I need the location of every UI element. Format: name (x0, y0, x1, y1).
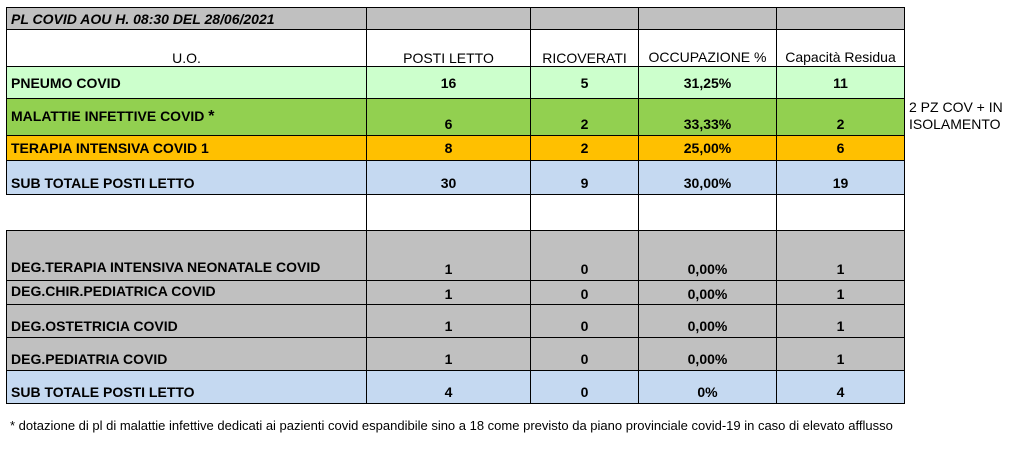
table-title: PL COVID AOU H. 08:30 DEL 28/06/2021 (7, 8, 367, 30)
subtotal-ricoverati: 9 (531, 161, 639, 195)
row-posti: 1 (367, 305, 531, 338)
row-occupazione: 0,00% (639, 338, 777, 371)
table-row (7, 99, 905, 136)
subtotal-row (7, 371, 905, 404)
row-ricoverati: 2 (531, 136, 639, 161)
row-posti: 16 (367, 67, 531, 99)
header-capacita: Capacità Residua (777, 30, 905, 67)
table-row (7, 231, 905, 281)
table-row (7, 305, 905, 338)
row-occupazione: 33,33% (639, 99, 777, 136)
subtotal-capacita: 19 (777, 161, 905, 195)
title-row (7, 8, 905, 30)
row-posti: 6 (367, 99, 531, 136)
row-occupazione: 25,00% (639, 136, 777, 161)
footnote-marker: * (208, 108, 215, 125)
empty-cell (639, 195, 777, 231)
header-uo: U.O. (7, 30, 367, 67)
subtotal-posti: 4 (367, 371, 531, 404)
subtotal-row (7, 161, 905, 195)
covid-beds-table (6, 7, 905, 404)
row-name: TERAPIA INTENSIVA COVID 1 (7, 136, 367, 161)
row-ricoverati: 2 (531, 99, 639, 136)
subtotal-occupazione: 0% (639, 371, 777, 404)
row-name: DEG.PEDIATRIA COVID (7, 338, 367, 371)
table-row (7, 281, 905, 305)
empty-cell (7, 195, 367, 231)
empty-cell (367, 195, 531, 231)
row-posti: 1 (367, 338, 531, 371)
header-ricoverati: RICOVERATI (531, 30, 639, 67)
row-capacita: 2 (777, 99, 905, 136)
empty-cell (777, 8, 905, 30)
table-row (7, 67, 905, 99)
subtotal-occupazione: 30,00% (639, 161, 777, 195)
row-ricoverati: 0 (531, 231, 639, 281)
row-name: DEG.OSTETRICIA COVID (7, 305, 367, 338)
header-occupazione: OCCUPAZIONE % (639, 30, 777, 67)
row-occupazione: 0,00% (639, 231, 777, 281)
empty-cell (367, 8, 531, 30)
subtotal-ricoverati: 0 (531, 371, 639, 404)
row-capacita: 6 (777, 136, 905, 161)
row-capacita: 1 (777, 305, 905, 338)
row-name: PNEUMO COVID (7, 67, 367, 99)
empty-cell (777, 195, 905, 231)
subtotal-posti: 30 (367, 161, 531, 195)
row-name: DEG.CHIR.PEDIATRICA COVID (7, 281, 367, 305)
subtotal-name: SUB TOTALE POSTI LETTO (7, 371, 367, 404)
footnote: * dotazione di pl di malattie infettive dedicati ai pazienti covid espandibile sino a 18 come previsto da piano provinciale covid-19 in caso di elevato afflusso (10, 418, 893, 433)
row-occupazione: 0,00% (639, 305, 777, 338)
header-posti-letto: POSTI LETTO (367, 30, 531, 67)
empty-cell (531, 8, 639, 30)
row-occupazione: 31,25% (639, 67, 777, 99)
table-row (7, 338, 905, 371)
row-name: MALATTIE INFETTIVE COVID (11, 108, 205, 124)
row-posti: 8 (367, 136, 531, 161)
spacer-row (7, 195, 905, 231)
row-ricoverati: 5 (531, 67, 639, 99)
table-row (7, 136, 905, 161)
row-name: DEG.TERAPIA INTENSIVA NEONATALE COVID (7, 231, 367, 281)
row-name-cell (7, 99, 367, 136)
row-posti: 1 (367, 231, 531, 281)
row-capacita: 1 (777, 281, 905, 305)
subtotal-capacita: 4 (777, 371, 905, 404)
subtotal-name: SUB TOTALE POSTI LETTO (7, 161, 367, 195)
empty-cell (639, 8, 777, 30)
row-ricoverati: 0 (531, 305, 639, 338)
side-note: 2 PZ COV + IN ISOLAMENTO (909, 99, 1003, 132)
header-row (7, 30, 905, 67)
row-capacita: 1 (777, 231, 905, 281)
empty-cell (531, 195, 639, 231)
row-ricoverati: 0 (531, 281, 639, 305)
row-posti: 1 (367, 281, 531, 305)
row-capacita: 1 (777, 338, 905, 371)
row-capacita: 11 (777, 67, 905, 99)
row-occupazione: 0,00% (639, 281, 777, 305)
row-ricoverati: 0 (531, 338, 639, 371)
